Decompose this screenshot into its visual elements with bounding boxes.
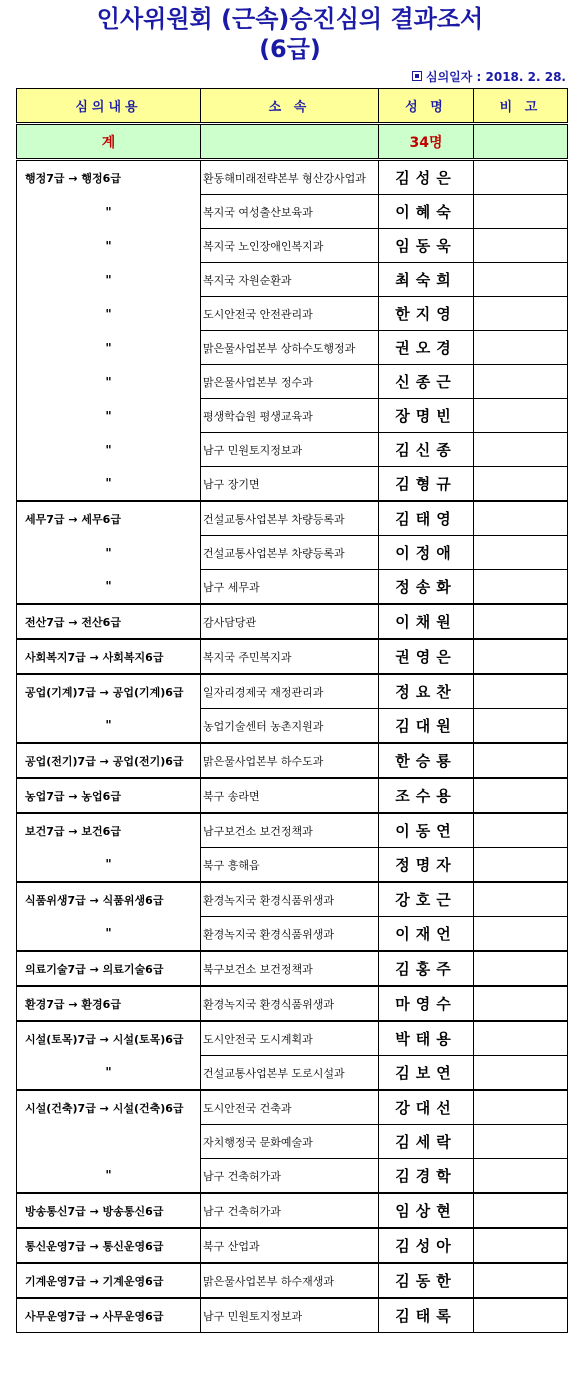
cell-note bbox=[474, 917, 568, 952]
cell-category: " bbox=[17, 917, 201, 952]
cell-name: 한승룡 bbox=[379, 743, 474, 778]
cell-name: 김세락 bbox=[379, 1125, 474, 1159]
total-row bbox=[17, 124, 568, 160]
cell-name: 이정애 bbox=[379, 536, 474, 570]
cell-name: 김태영 bbox=[379, 501, 474, 536]
cell-category: 행정7급 → 행정6급 bbox=[17, 160, 201, 195]
cell-name: 정요찬 bbox=[379, 674, 474, 709]
table-row bbox=[17, 639, 568, 674]
table-row bbox=[17, 501, 568, 536]
cell-name: 조수용 bbox=[379, 778, 474, 813]
cell-department: 건설교통사업본부 차량등록과 bbox=[201, 501, 379, 536]
cell-note bbox=[474, 570, 568, 605]
cell-category: " bbox=[17, 1159, 201, 1194]
document-title bbox=[0, 4, 580, 64]
table-row bbox=[17, 604, 568, 639]
cell-category: " bbox=[17, 1056, 201, 1091]
table-row bbox=[17, 365, 568, 399]
table-row bbox=[17, 229, 568, 263]
table-row bbox=[17, 1125, 568, 1159]
table-row bbox=[17, 1159, 568, 1194]
cell-category: 통신운영7급 → 통신운영6급 bbox=[17, 1228, 201, 1263]
cell-category: " bbox=[17, 331, 201, 365]
table-row bbox=[17, 195, 568, 229]
cell-name: 마영수 bbox=[379, 986, 474, 1021]
table-row bbox=[17, 263, 568, 297]
cell-category: " bbox=[17, 195, 201, 229]
cell-note bbox=[474, 604, 568, 639]
cell-category: 환경7급 → 환경6급 bbox=[17, 986, 201, 1021]
cell-category: 식품위생7급 → 식품위생6급 bbox=[17, 882, 201, 917]
table-row bbox=[17, 778, 568, 813]
cell-name: 김태록 bbox=[379, 1298, 474, 1333]
cell-category: 농업7급 → 농업6급 bbox=[17, 778, 201, 813]
cell-note bbox=[474, 467, 568, 502]
cell-category: " bbox=[17, 433, 201, 467]
cell-department: 감사담당관 bbox=[201, 604, 379, 639]
cell-note bbox=[474, 297, 568, 331]
cell-note bbox=[474, 951, 568, 986]
cell-category: " bbox=[17, 570, 201, 605]
cell-department: 남구 민원토지정보과 bbox=[201, 433, 379, 467]
cell-category: " bbox=[17, 536, 201, 570]
square-bullet-icon bbox=[412, 71, 422, 81]
cell-name: 최숙희 bbox=[379, 263, 474, 297]
cell-department: 환경녹지국 환경식품위생과 bbox=[201, 917, 379, 952]
cell-category: " bbox=[17, 467, 201, 502]
total-empty bbox=[201, 124, 379, 160]
cell-department: 건설교통사업본부 차량등록과 bbox=[201, 536, 379, 570]
cell-department: 농업기술센터 농촌지원과 bbox=[201, 709, 379, 744]
cell-name: 김신종 bbox=[379, 433, 474, 467]
cell-category: 보건7급 → 보건6급 bbox=[17, 813, 201, 848]
cell-note bbox=[474, 882, 568, 917]
cell-name: 김동한 bbox=[379, 1263, 474, 1298]
cell-name: 권영은 bbox=[379, 639, 474, 674]
cell-name: 김홍주 bbox=[379, 951, 474, 986]
cell-note bbox=[474, 1298, 568, 1333]
cell-department: 맑은물사업본부 하수도과 bbox=[201, 743, 379, 778]
cell-category: " bbox=[17, 399, 201, 433]
table-row bbox=[17, 160, 568, 195]
cell-note bbox=[474, 263, 568, 297]
cell-note bbox=[474, 160, 568, 195]
cell-category: " bbox=[17, 365, 201, 399]
cell-name: 김대원 bbox=[379, 709, 474, 744]
cell-department: 남구 건축허가과 bbox=[201, 1193, 379, 1228]
cell-category: 방송통신7급 → 방송통신6급 bbox=[17, 1193, 201, 1228]
cell-note bbox=[474, 1193, 568, 1228]
title-line-2: (6급) bbox=[259, 35, 321, 63]
table-row bbox=[17, 570, 568, 605]
cell-name: 한지영 bbox=[379, 297, 474, 331]
cell-department: 맑은물사업본부 상하수도행정과 bbox=[201, 331, 379, 365]
cell-name: 강호근 bbox=[379, 882, 474, 917]
header-name: 성 명 bbox=[379, 89, 474, 124]
cell-category: 사회복지7급 → 사회복지6급 bbox=[17, 639, 201, 674]
cell-note bbox=[474, 195, 568, 229]
table-row bbox=[17, 297, 568, 331]
table-row bbox=[17, 1021, 568, 1056]
table-row bbox=[17, 433, 568, 467]
table-header-row bbox=[17, 89, 568, 124]
cell-category: " bbox=[17, 263, 201, 297]
table-row bbox=[17, 1090, 568, 1125]
review-date-text: 심의일자 : 2018. 2. 28. bbox=[425, 70, 566, 84]
cell-department: 맑은물사업본부 정수과 bbox=[201, 365, 379, 399]
title-line-1: 인사위원회 (근속)승진심의 결과조서 bbox=[96, 5, 484, 33]
cell-name: 김형규 bbox=[379, 467, 474, 502]
cell-note bbox=[474, 331, 568, 365]
cell-department: 복지국 주민복지과 bbox=[201, 639, 379, 674]
cell-note bbox=[474, 1159, 568, 1194]
cell-name: 김성아 bbox=[379, 1228, 474, 1263]
cell-note bbox=[474, 365, 568, 399]
cell-name: 이채원 bbox=[379, 604, 474, 639]
header-dept: 소 속 bbox=[201, 89, 379, 124]
cell-department: 환경녹지국 환경식품위생과 bbox=[201, 882, 379, 917]
table-row bbox=[17, 1263, 568, 1298]
table-row bbox=[17, 674, 568, 709]
cell-department: 복지국 노인장애인복지과 bbox=[201, 229, 379, 263]
table-row bbox=[17, 1228, 568, 1263]
cell-note bbox=[474, 229, 568, 263]
cell-note bbox=[474, 743, 568, 778]
cell-category: 전산7급 → 전산6급 bbox=[17, 604, 201, 639]
cell-name: 이혜숙 bbox=[379, 195, 474, 229]
cell-department: 도시안전국 도시계획과 bbox=[201, 1021, 379, 1056]
cell-category bbox=[17, 1125, 201, 1159]
cell-note bbox=[474, 778, 568, 813]
cell-note bbox=[474, 709, 568, 744]
table-row bbox=[17, 917, 568, 952]
table-row bbox=[17, 1056, 568, 1091]
table-row bbox=[17, 536, 568, 570]
review-date bbox=[412, 68, 566, 85]
cell-department: 북구보건소 보건정책과 bbox=[201, 951, 379, 986]
cell-name: 정송화 bbox=[379, 570, 474, 605]
cell-category: 사무운영7급 → 사무운영6급 bbox=[17, 1298, 201, 1333]
table-row bbox=[17, 709, 568, 744]
cell-name: 정명자 bbox=[379, 848, 474, 883]
cell-department: 북구 흥해읍 bbox=[201, 848, 379, 883]
cell-note bbox=[474, 1263, 568, 1298]
cell-name: 김보연 bbox=[379, 1056, 474, 1091]
cell-note bbox=[474, 433, 568, 467]
cell-department: 복지국 여성출산보육과 bbox=[201, 195, 379, 229]
cell-note bbox=[474, 986, 568, 1021]
cell-note bbox=[474, 1090, 568, 1125]
cell-category: 시설(건축)7급 → 시설(건축)6급 bbox=[17, 1090, 201, 1125]
table-row bbox=[17, 848, 568, 883]
table-row bbox=[17, 951, 568, 986]
cell-category: 공업(기계)7급 → 공업(기계)6급 bbox=[17, 674, 201, 709]
cell-category: 시설(토목)7급 → 시설(토목)6급 bbox=[17, 1021, 201, 1056]
cell-department: 환동해미래전략본부 형산강사업과 bbox=[201, 160, 379, 195]
cell-name: 김경학 bbox=[379, 1159, 474, 1194]
cell-department: 남구 민원토지정보과 bbox=[201, 1298, 379, 1333]
cell-department: 남구 세무과 bbox=[201, 570, 379, 605]
cell-name: 이동연 bbox=[379, 813, 474, 848]
total-label: 계 bbox=[17, 124, 201, 160]
cell-category: 의료기술7급 → 의료기술6급 bbox=[17, 951, 201, 986]
cell-note bbox=[474, 399, 568, 433]
cell-note bbox=[474, 1056, 568, 1091]
table-row bbox=[17, 743, 568, 778]
cell-note bbox=[474, 1228, 568, 1263]
cell-note bbox=[474, 813, 568, 848]
cell-department: 환경녹지국 환경식품위생과 bbox=[201, 986, 379, 1021]
cell-note bbox=[474, 1125, 568, 1159]
header-content: 심의내용 bbox=[17, 89, 201, 124]
cell-department: 북구 송라면 bbox=[201, 778, 379, 813]
cell-department: 평생학습원 평생교육과 bbox=[201, 399, 379, 433]
cell-name: 박태용 bbox=[379, 1021, 474, 1056]
cell-category: " bbox=[17, 709, 201, 744]
cell-department: 남구 건축허가과 bbox=[201, 1159, 379, 1194]
cell-note bbox=[474, 501, 568, 536]
table-row bbox=[17, 399, 568, 433]
cell-category: 기계운영7급 → 기계운영6급 bbox=[17, 1263, 201, 1298]
cell-department: 맑은물사업본부 하수재생과 bbox=[201, 1263, 379, 1298]
cell-department: 도시안전국 건축과 bbox=[201, 1090, 379, 1125]
cell-note bbox=[474, 639, 568, 674]
cell-department: 북구 산업과 bbox=[201, 1228, 379, 1263]
header-note: 비 고 bbox=[474, 89, 568, 124]
cell-department: 도시안전국 안전관리과 bbox=[201, 297, 379, 331]
cell-name: 장명빈 bbox=[379, 399, 474, 433]
cell-name: 신종근 bbox=[379, 365, 474, 399]
cell-category: 공업(전기)7급 → 공업(전기)6급 bbox=[17, 743, 201, 778]
cell-note bbox=[474, 674, 568, 709]
results-table bbox=[16, 88, 568, 1333]
cell-category: " bbox=[17, 297, 201, 331]
cell-category: 세무7급 → 세무6급 bbox=[17, 501, 201, 536]
cell-name: 이재언 bbox=[379, 917, 474, 952]
table-row bbox=[17, 467, 568, 502]
cell-note bbox=[474, 1021, 568, 1056]
table-row bbox=[17, 882, 568, 917]
cell-name: 김성은 bbox=[379, 160, 474, 195]
cell-note bbox=[474, 536, 568, 570]
table-row bbox=[17, 1298, 568, 1333]
cell-department: 건설교통사업본부 도로시설과 bbox=[201, 1056, 379, 1091]
table-row bbox=[17, 986, 568, 1021]
table-row bbox=[17, 813, 568, 848]
cell-department: 복지국 자원순환과 bbox=[201, 263, 379, 297]
cell-department: 남구 장기면 bbox=[201, 467, 379, 502]
cell-name: 임동욱 bbox=[379, 229, 474, 263]
cell-department: 남구보건소 보건정책과 bbox=[201, 813, 379, 848]
cell-department: 자치행정국 문화예술과 bbox=[201, 1125, 379, 1159]
cell-note bbox=[474, 848, 568, 883]
cell-name: 권오경 bbox=[379, 331, 474, 365]
table-row bbox=[17, 331, 568, 365]
table-row bbox=[17, 1193, 568, 1228]
cell-department: 일자리경제국 재정관리과 bbox=[201, 674, 379, 709]
cell-name: 강대선 bbox=[379, 1090, 474, 1125]
cell-category: " bbox=[17, 848, 201, 883]
total-note bbox=[474, 124, 568, 160]
total-count: 34명 bbox=[379, 124, 474, 160]
cell-category: " bbox=[17, 229, 201, 263]
cell-name: 임상현 bbox=[379, 1193, 474, 1228]
